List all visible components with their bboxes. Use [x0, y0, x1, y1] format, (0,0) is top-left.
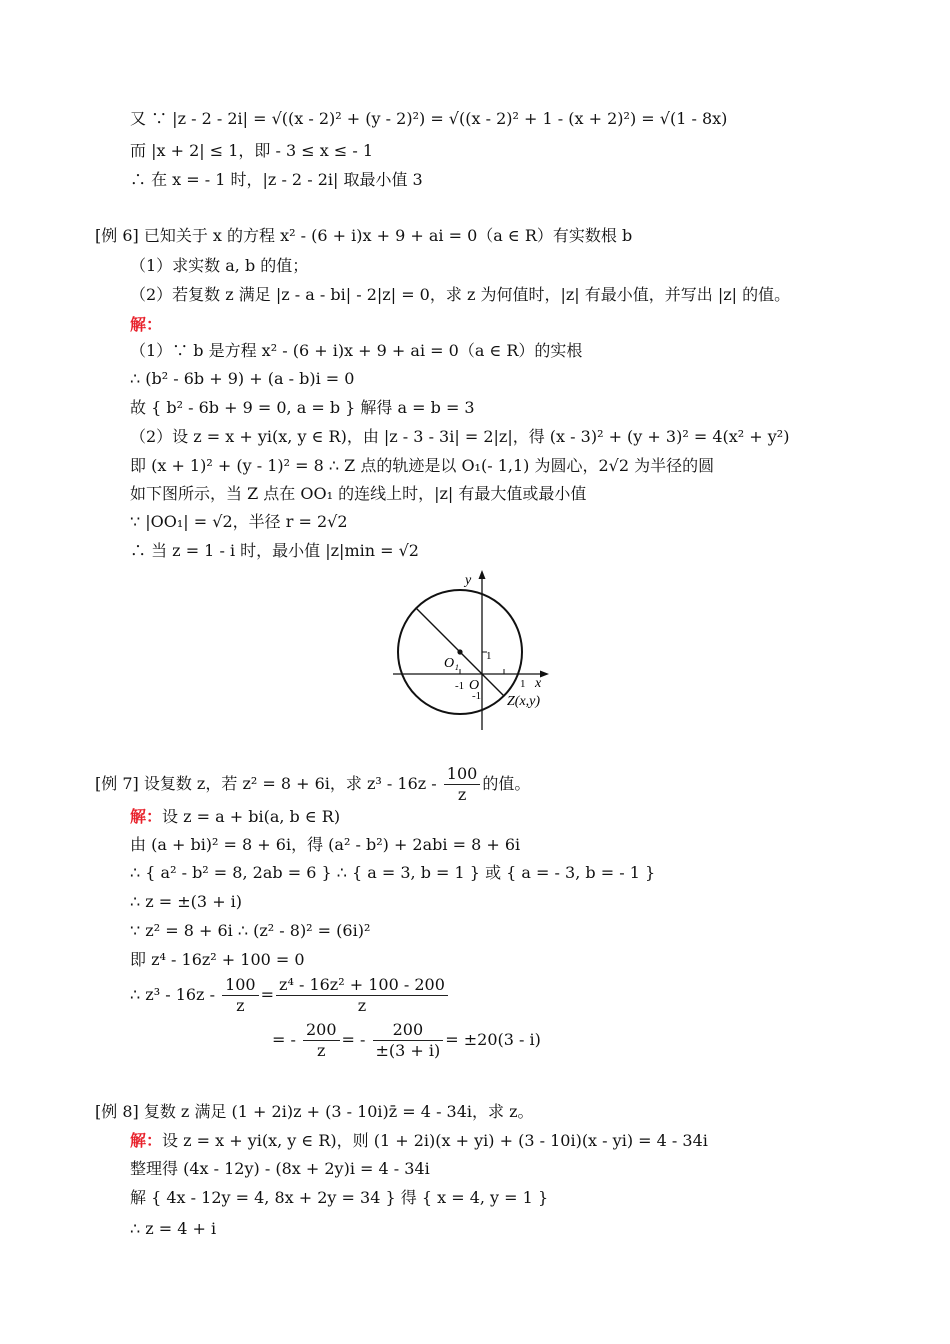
ex7-e1-pre: ∴ z³ - 16z -	[130, 985, 221, 1004]
ex7-e1-num2: z⁴ - 16z² + 100 - 200	[276, 975, 448, 996]
ex7-question-pre: [例 7] 设复数 z，若 z² = 8 + 6i，求 z³ - 16z -	[95, 774, 442, 793]
ex7-solution-line	[130, 806, 340, 828]
ex7-solution-label: 解：	[130, 807, 163, 826]
ex7-e2-num: 200	[303, 1020, 340, 1041]
ex8-step-3: 解 { 4x - 12y = 4, 8x + 2y = 34 } 得 { x = 4, y = 1 }	[130, 1188, 549, 1207]
ex7-q-den: z	[457, 785, 467, 804]
ex6-solution-label: 解：	[130, 315, 163, 334]
center-point-O1	[457, 649, 462, 654]
ex6-step-6: 如下图所示，当 Z 点在 OO₁ 的连线上时，|z| 有最大值或最小值	[130, 484, 587, 503]
ex7-e1-frac	[222, 975, 259, 1016]
x-axis-arrow	[540, 671, 549, 678]
ex6-question-1: （1）求实数 a, b 的值；	[130, 256, 309, 275]
ex7-step-3: ∴ { a² - b² = 8, 2ab = 6 } ∴ { a = 3, b = 1 } 或 { a = - 3, b = - 1 }	[130, 863, 656, 882]
ex6-step-8: ∴ 当 z = 1 - i 时，最小值 |z|min = √2	[130, 541, 419, 560]
ex6-step-1: （1）∵ b 是方程 x² - (6 + i)x + 9 + ai = 0（a ∈ R）的实根	[130, 341, 583, 360]
ex8-step-4: ∴ z = 4 + i	[130, 1219, 217, 1238]
ex6-step-2: ∴ (b² - 6b + 9) + (a - b)i = 0	[130, 369, 355, 388]
center-label: O₁	[444, 656, 459, 671]
ex7-e2-num2: 200	[373, 1020, 444, 1041]
tick-label-x-neg1: -1	[455, 680, 465, 692]
ex6-question-2: （2）若复数 z 满足 |z - a - bi| - 2|z| = 0，求 z 为何值时，|z| 有最小值，并写出 |z| 的值。	[130, 285, 791, 304]
ex7-step-4: ∴ z = ±(3 + i)	[130, 892, 243, 911]
ex7-e2-mid: = -	[341, 1030, 371, 1049]
tick-label-x1: 1	[520, 678, 526, 690]
ex7-e1-frac2	[276, 975, 448, 1016]
ex7-e2-frac2	[373, 1020, 444, 1061]
origin-label: O	[469, 678, 480, 693]
ex8-question: [例 8] 复数 z 满足 (1 + 2i)z + (3 - 10i)z̄ = 4 - 34i，求 z。	[95, 1102, 534, 1121]
ex6-step-7: ∵ |OO₁| = √2，半径 r = 2√2	[130, 512, 348, 531]
ex7-q-num: 100	[444, 764, 481, 785]
point-Z-label: Z(x,y)	[507, 694, 541, 709]
ex8-step-2: 整理得 (4x - 12y) - (8x + 2y)i = 4 - 34i	[130, 1159, 430, 1178]
ex8-solution-label: 解：	[130, 1131, 163, 1150]
ex6-step-5: 即 (x + 1)² + (y - 1)² = 8 ∴ Z 点的轨迹是以 O₁(- 1,1) 为圆心，2√2 为半径的圆	[130, 456, 715, 475]
prev-line-1: 又 ∵ |z - 2 - 2i| = √((x - 2)² + (y - 2)²) = √((x - 2)² + 1 - (x + 2)²) = √(1 - 8x)	[130, 109, 728, 128]
ex7-e2-pre: = -	[272, 1030, 301, 1049]
ex7-e1-eq: =	[260, 985, 275, 1004]
ex7-e2-den: z	[317, 1041, 326, 1060]
ex6-step-4: （2）设 z = x + yi(x, y ∈ R)，由 |z - 3 - 3i| = 2|z|，得 (x - 3)² + (y + 3)² = 4(x² + y²)	[130, 427, 790, 446]
ex7-step-6: 即 z⁴ - 16z² + 100 = 0	[130, 950, 305, 969]
x-axis-label: x	[535, 676, 542, 691]
ex7-e1-den2: z	[357, 996, 367, 1015]
ex6-step-3: 故 { b² - 6b + 9 = 0, a = b } 解得 a = b = 3	[130, 398, 475, 417]
ex7-e2-post: = ±20(3 - i)	[445, 1030, 541, 1049]
ex7-step-1: 设 z = a + bi(a, b ∈ R)	[162, 807, 341, 826]
ex6-question: [例 6] 已知关于 x 的方程 x² - (6 + i)x + 9 + ai = 0（a ∈ R）有实数根 b	[95, 226, 633, 245]
ex8-step-1: 设 z = x + yi(x, y ∈ R)，则 (1 + 2i)(x + yi) + (3 - 10i)(x - yi) = 4 - 34i	[162, 1131, 708, 1150]
y-axis-label: y	[465, 573, 472, 588]
ex8-solution-line	[130, 1130, 708, 1152]
ex7-equation-1	[130, 975, 450, 1016]
ex7-e1-num: 100	[222, 975, 259, 996]
tick-label-y-neg1: -1	[472, 690, 482, 702]
y-axis-arrow	[479, 570, 486, 579]
ex7-step-2: 由 (a + bi)² = 8 + 6i，得 (a² - b²) + 2abi = 8 + 6i	[130, 835, 521, 854]
ex7-question-post: 的值。	[482, 774, 531, 793]
prev-line-2: 而 |x + 2| ≤ 1，即 - 3 ≤ x ≤ - 1	[130, 141, 374, 160]
ex7-step-5: ∵ z² = 8 + 6i ∴ (z² - 8)² = (6i)²	[130, 921, 371, 940]
prev-line-3: ∴ 在 x = - 1 时，|z - 2 - 2i| 取最小值 3	[130, 170, 423, 189]
tick-label-y1: 1	[486, 650, 492, 662]
ex7-e2-den2: ±(3 + i)	[375, 1041, 441, 1060]
ex7-question-fraction	[444, 764, 481, 805]
ex7-equation-2	[272, 1020, 541, 1061]
ex7-question	[95, 764, 530, 805]
ex7-e2-frac	[303, 1020, 340, 1061]
ex7-e1-den: z	[236, 996, 245, 1015]
circle-figure	[385, 568, 555, 738]
